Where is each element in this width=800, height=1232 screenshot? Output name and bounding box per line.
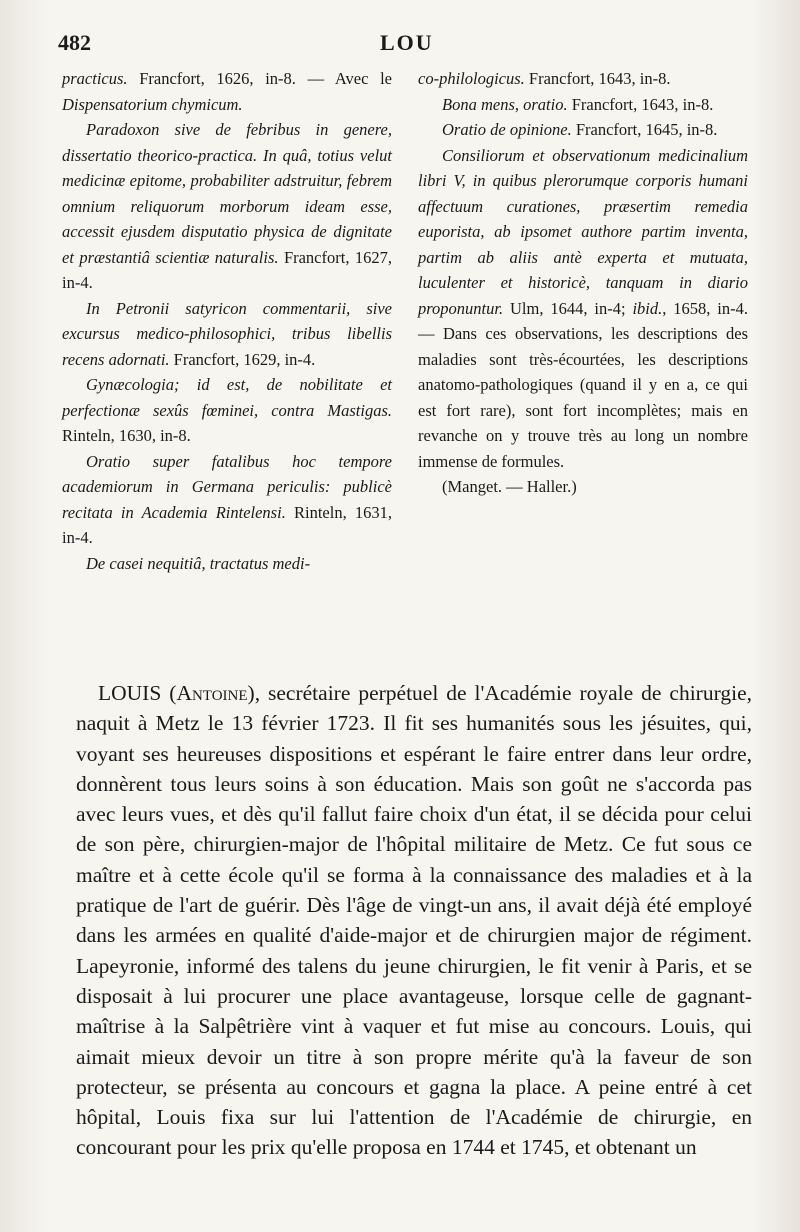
publication-info: Ulm, 1644, in-4; (503, 298, 633, 318)
work-title: Gynæcologia; id est, de nobilitate et perfectionæ sexûs fœminei, contra Mastigas. (62, 375, 392, 420)
entry-name-close: ) (247, 681, 255, 705)
work-title: co-philologicus. (418, 69, 525, 88)
running-head-title: LOU (380, 30, 434, 55)
right-column (418, 66, 748, 500)
work-title: practicus. (62, 69, 128, 88)
source-citation: (Manget. — Haller.) (442, 477, 577, 496)
publication-info: Francfort, 1626, in-8. — Avec le (127, 69, 392, 88)
work-title: Oratio de opinione. (442, 120, 572, 139)
biography-entry (76, 678, 752, 1163)
entry-name-given: Antoine (176, 681, 248, 705)
publication-info: Francfort, 1643, in-8. (524, 69, 671, 88)
bibliography-entry (62, 66, 392, 117)
bibliography-entry (418, 92, 748, 118)
bibliography-columns (62, 66, 762, 666)
work-title: ibid. (632, 298, 663, 318)
bibliography-entry (62, 372, 392, 449)
publication-info: Francfort, 1629, in-4. (169, 349, 316, 369)
work-title: Consiliorum et observationum medicinalium libri V, in quibus plerorumque corporis humani affectuum curationes, præsertim remedia euporista, ab ipsomet authore partim inventa, partim ab aliis antè experta et mutuata, luculenter et historicè, tanquam in diario proponuntur. (418, 145, 748, 318)
bibliography-entry (418, 66, 748, 92)
publication-info: Rinteln, 1630, in-8. (62, 426, 191, 445)
work-title: Bona mens, oratio. (442, 94, 568, 114)
publication-info: Rinteln, 1631, in-4. (62, 502, 392, 547)
bibliography-entry (62, 296, 392, 373)
bibliography-entry (418, 143, 748, 475)
work-title: De casei nequitiâ, tractatus medi- (86, 553, 311, 573)
left-column (62, 66, 392, 576)
publication-info: Francfort, 1627, in-4. (62, 247, 392, 292)
page-number: 482 (58, 30, 91, 55)
biography-text: , secrétaire perpétuel de l'Académie royale de chirurgie, naquit à Metz le 13 février 1723. Il fit ses humanités sous les jésuites, qui, voyant ses heureuses dispositions et espérant le faire entrer dans leur ordre, donnèrent tous leurs soins à son éducation. Mais son goût ne s'accorda pas avec leurs vues, et dès qu'il fallut faire choix d'un état, il se décida pour celui de son père, chirurgien-major de l'hôpital militaire de Metz. Ce fut sous ce maître et à cette école qu'il se forma à la connaissance des maladies et à la pratique de l'art de guérir. Dès l'âge de vingt-un ans, il avait déjà été employé dans les armées en qualité d'aide-major et de chirurgien major de régiment. Lapeyronie, informé des talens du jeune chirurgien, le fit venir à Paris, et se disposait à lui procurer une place avantageuse, lorsque celle de gagnant-maîtrise à la Salpêtrière vint à vaquer et fut mise au concours. Louis, qui aimait mieux devoir un titre à son propre mérite qu'à la faveur de son protecteur, se présenta au concours et gagna la place. A peine entré à cet hôpital, Louis fixa sur lui l'attention de l'Académie de chirurgie, en concourant pour les prix qu'elle proposa en 1744 et 1745, et obtenant un (76, 681, 753, 1160)
work-title: In Petronii satyricon commentarii, sive excursus medico-philosophici, tribus libellis recens adornati. (62, 298, 392, 369)
bibliography-entry (62, 449, 392, 551)
work-title: Oratio super fatalibus hoc tempore academiorum in Germana periculis: publicè recitata in Academia Rintelensi. (62, 451, 392, 522)
running-head (58, 30, 760, 60)
bibliography-entry (62, 551, 392, 577)
publication-info: Francfort, 1645, in-8. (571, 120, 718, 139)
entry-commentary: , 1658, in-4. — Dans ces observations, les descriptions des maladies sont très-écourtées, les descriptions anatomo-pathologiques (quand il y en a, ce qui est fort rare), sont fort incomplètes; mais en revanche on y trouve très au long un nombre immense de formules. (418, 298, 748, 471)
entry-name: LOUIS ( (98, 681, 177, 705)
work-title: Paradoxon sive de febribus in genere, dissertatio theorico-practica. In quâ, totius velut medicinæ epitome, probabiliter adstruitur, febrem omnium reliquorum morborum ideam esse, accessit ejusdem disputatio physica de dignitate et præstantiâ scientiæ naturalis. (62, 120, 392, 267)
work-title: Dispensatorium chymicum. (62, 94, 243, 114)
bibliography-entry (418, 117, 748, 143)
publication-info: Francfort, 1643, in-8. (567, 94, 714, 114)
bibliography-entry (62, 117, 392, 296)
